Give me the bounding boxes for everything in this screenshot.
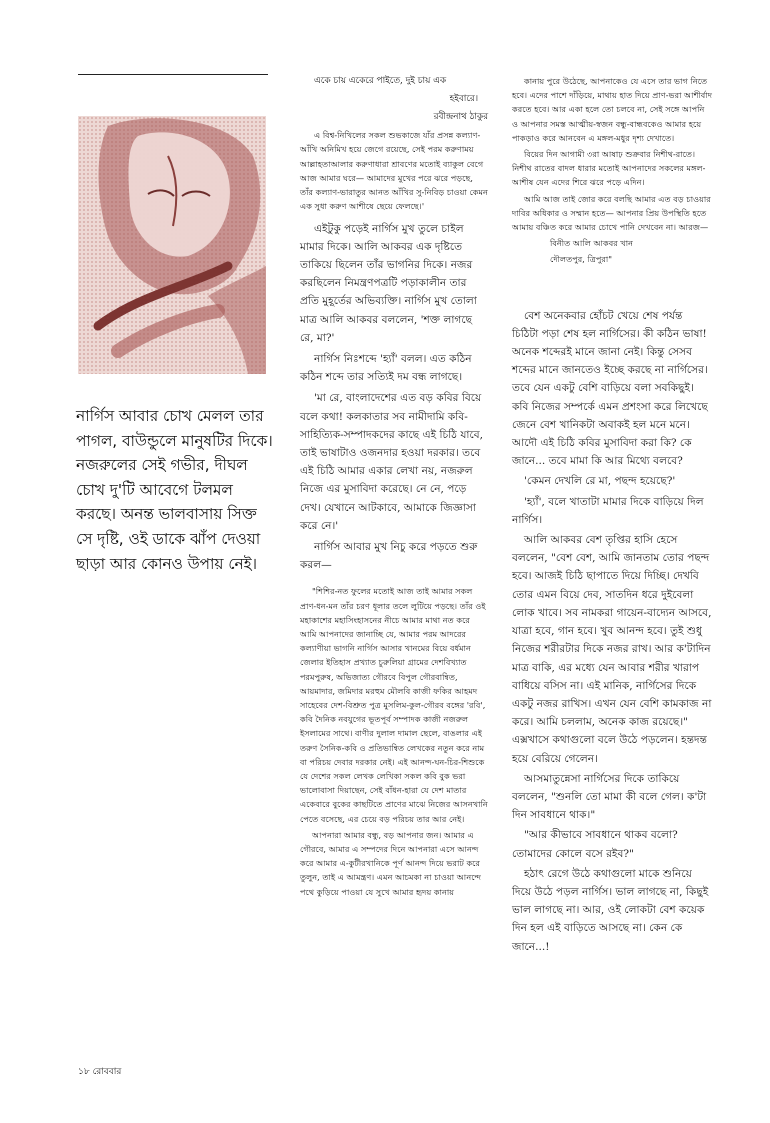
letter-paragraph: কানায় পুরে উঠেছে, আপনাকেও যে এসে তার ভাগ নিতে হবে। এদের পাশে দাঁড়িয়ে, মাথায় হাত দিয়ে প্রাণ-ভরা আশীর্বাদ করতে হবে। আর একা হলে তো চলবে না, সেই সঙ্গে আপনি ও আপনার সমস্ত আত্মীয়-স্বজন বন্ধু-বান্ধবকেও আমার হয়ে পাকড়াও করে আনবেন এ মঙ্গল-মধুর দৃশ্য দেখাতে। [512,76,713,143]
letter-paragraph: বিয়ের দিন আগামী ৩রা আষাঢ় শুক্রবার নিশীথ-রাতে। নিশীথ রাতের বাদল ধারার মতোই আপনাদের সকলের মঙ্গল-আশীষ যেন এদের শিরে ঝরে পড়ে এদিন। [512,149,706,188]
poem-attribution: রবীন্দ্রনাথ ঠাকুর [433,112,488,123]
section-name: রোববার [92,1067,122,1077]
letter-block [300,584,488,898]
paragraph: 'কেমন দেখলি রে মা, পছন্দ হয়েছে?' [524,475,676,488]
poem-line: হইবারে। [449,94,478,105]
paragraph: আসমাতুন্নেসা নার্গিসের দিকে তাকিয়ে বললেন, "শুনলি তো মামা কী বলে গেল। ক'টা দিন সাবধানে থাক।" [512,772,707,822]
story-block [512,307,712,956]
poem-line: একে চায় একেরে পাইতে, দুই চায় এক [314,76,447,86]
pull-quote: নার্গিস আবার চোখ মেলল তার পাগল, বাউন্ডুলে মানুষটির দিকে। নজরুলের সেই গভীর, দীঘল চোখ দু'টি আবেগে টলমল করছে। অনন্ত ভালবাসায় সিক্ত সে দৃষ্টি, ওই ডাকে ঝাঁপ দেওয়া ছাড়া আর কোনও উপায় নেই। [76,407,273,573]
portrait-illustration [78,116,266,374]
paragraph: 'হ্যাঁ', বলে খাতাটা মামার দিকে বাড়িয়ে দিল নার্গিস। [512,495,704,526]
letter-paragraph: আপনারা আমার বন্ধু, বড় আপনার জন। আমার এ গৌরবে, আমার এ সম্পদের দিনে আপনারা এসে আনন্দ করে আমার এ-কুটীরখানিকে পূর্ণ আনন্দ দিয়ে ভরাট করে তুলুন, তাই এ আমন্ত্রণ। এমন আচমকা না চাওয়া আনন্দে পথে কুড়িয়ে পাওয়া যে সুখে আমার হৃদয় কানায় [300,829,482,897]
page-footer [78,1064,121,1079]
paragraph: 'মা রে, বাংলাদেশের এত বড় কবির বিয়ে বলে কথা! কলকাতার সব নামীদামি কবি-সাহিত্যিক-সম্পাদকদের কাছে এই চিঠি যাবে, তাই ভাষাটাও ওজনদার হওয়া দরকার। তবে এই চিঠি আমার একার লেখা নয়, নজরুল নিজে এর মুসাবিদা করেছে। নে নে, পড়ে দেখ। যেখানে আটকাবে, আমাকে জিজ্ঞাসা করে নে।' [300,392,484,532]
letter-paragraph: "শিশির-নত ফুলের মতোই আজ তাই আমার সকল প্রাণ-ধন-মন তাঁর চরণ ধূলার তলে লুটিয়ে পড়ছে। তাঁর ওই মহাকাশের মহাসিংহাসনের নীচে আমার মাথা নত করে আমি আপনাদের জানাচ্ছি যে, আমার পরম আদরের কল্যাণীয়া ভাগনি নার্গিস আসার খানমের বিয়ে বর্ধমান জেলার ইতিহাস প্রখ্যাত চুরুলিয়া গ্রামের দেশবিখ্যাত পরমপুরুষ, অভিজাত্য গৌরবে বিপুল গৌরবান্বিত, আয়মাদার, জমিদার মরহুম মৌলবি কাজী ফকির আহমদ সাহেবের দেশ-বিশ্রুত পুত্র মুসলিম-কুল-গৌরব বঙ্গের 'রবি', কবি দৈনিক নবযুগের ভূতপূর্ব সম্পাদক কাজী নজরুল ইসলামের সাথে। বাণীর দুলাল দামাল ছেলে, বাঙলার এই তরুণ সৈনিক-কবি ও প্রতিভান্বিত লেখকের নতুন করে নাম বা পরিচয় দেবার দরকার নেই। এই আনন্দ-ঘন-চির-শিশুকে যে দেশের সকল লেখক লেখিকা সকল কবি বুক ভরা ভালোবাসা দিয়াছেন, সেই বাঁধন-হারা যে দেশ মাতার একেবারে বুকের কাছটিতে প্রাণের মাঝে নিজের আসনখানি পেতে বসেছে, এর চেয়ে বড় পরিচয় তার আর নেই। [300,586,488,824]
top-rule [78,74,268,75]
paragraph: বেশ অনেকবার হোঁচট খেয়ে শেষ পর্যন্ত চিঠিটা পড়া শেষ হল নার্গিসের। কী কঠিন ভাষা! অনেক শব্দেরই মানে জানা নেই। কিন্তু সেসব শব্দের মানে জানতেও ইচ্ছে করছে না নার্গিসের। তবে যেন একটু বেশি বাড়িয়ে বলা সবকিছুই। কবি নিজের সম্পর্কে এমন প্রশংসা করে লিখেছে জেনে বেশ খানিকটা অবাকই হল মনে মনে। আদৌ এই চিঠি কবির মুসাবিদা করা কি? কে জানে... তবে মামা কি আর মিথ্যে বলবে? [512,309,708,468]
paragraph: হঠাৎ রেগে উঠে কথাগুলো মাকে শুনিয়ে দিয়ে উঠে পড়ল নার্গিস। ভাল লাগছে না, কিছুই ভাল লাগছে না। আর, ওই লোকটা বেশ কয়েক দিন হল এই বাড়িতে আসছে না। কেন কে জানে...! [512,867,709,953]
story-block [300,220,488,575]
letter-address: দৌলতপুর, ত্রিপুরা" [550,254,613,265]
paragraph: নার্গিস আবার মুখ নিচু করে পড়তে শুরু করল— [300,540,478,572]
letter-signature: বিনীত আলি আকবর খান [550,238,634,249]
paragraph: "আর কীভাবে সাবধানে থাকব বলো? তোমাদের কোলে বসে রইব?" [512,829,678,860]
letter-intro: এ বিশ্ব-নিখিলের সকল শুভকাজে যাঁর প্রসন্ন কল্যাণ-আঁখি অনিমিখ হয়ে জেগে রয়েছে, সেই পরম করুণাময় আল্লাহতাআলার করুণাধারা শ্রাবণের মতোই ব্যাকুল বেগে আজ আমার ঘরে— আমাদের মুখের পরে ঝরে পড়ছে, তাঁর কল্যাণ-ভারাতুর আনত আঁখির সু-নিবিড় চাওয়া কেমন এক সুধা করুণ আশীষে ছেয়ে ফেলছে।' [300,130,488,212]
letter-paragraph: আমি আজ তাই জোর করে বলছি আমার এত বড় চাওয়ার দাবির অধিকার ও সম্মান হতে— আপনার প্রিয় উপস্থিতি হতে আমায় বঞ্চিত করে আমার চোখে পানি দেখবেন না। আরজ— [512,193,711,233]
portrait-illustration-icon [78,116,266,374]
paragraph: আলি আকবর বেশ তৃপ্তির হাসি হেসে বললেন, "বেশ বেশ, আমি জানতাম তোর পছন্দ হবে। আজই চিঠি ছাপাতে দিয়ে দিচ্ছি। দেখবি তোর এমন বিয়ে দেব, সাতদিন ধরে দুইবেলা লোক খাবে। সব নামকরা গায়েন-বাদ্যেন আসবে, যাত্রা হবে, গান হবে। খুব আনন্দ হবে। তুই শুধু নিজের শরীরটার দিকে নজর রাখ। আর ক'টাদিন মাত্র বাকি, এর মধ্যে যেন আবার শরীর খারাপ বাধিয়ে বসিস না। এই মানিক, নার্গিসের দিকে একটু নজর রাখিস। এখন যেন বেশি কামকাজ না করে। আমি চললাম, অনেক কাজ রয়েছে।" এক্সখাসে কথাগুলো বলে উঠে পড়লেন। হন্তদন্ত হয়ে বেরিয়ে গেলেন। [512,534,712,765]
paragraph: এইটুকু পড়েই নার্গিস মুখ তুলে চাইল মামার দিকে। আলি আকবর এক দৃষ্টিতে তাকিয়ে ছিলেন তাঁর ভাগনির দিকে। নজর করছিলেন নিমন্ত্রণপত্রটি পড়াকালীন তার প্রতি মুহূর্তের অভিব্যক্তি। নার্গিস মুখ তোলা মাত্র আলি আকবর বললেন, 'শক্ত লাগছে রে, মা?' [300,222,477,344]
letter-continued [512,74,712,267]
article-column-3 [512,74,712,958]
page-number: ১৮ [78,1067,90,1077]
paragraph: নার্গিস নিঃশব্দে 'হ্যাঁ' বলল। এত কঠিন কঠিন শব্দে তার সত্যিই দম বন্ধ লাগছে। [300,352,472,384]
article-column-2 [300,74,488,901]
